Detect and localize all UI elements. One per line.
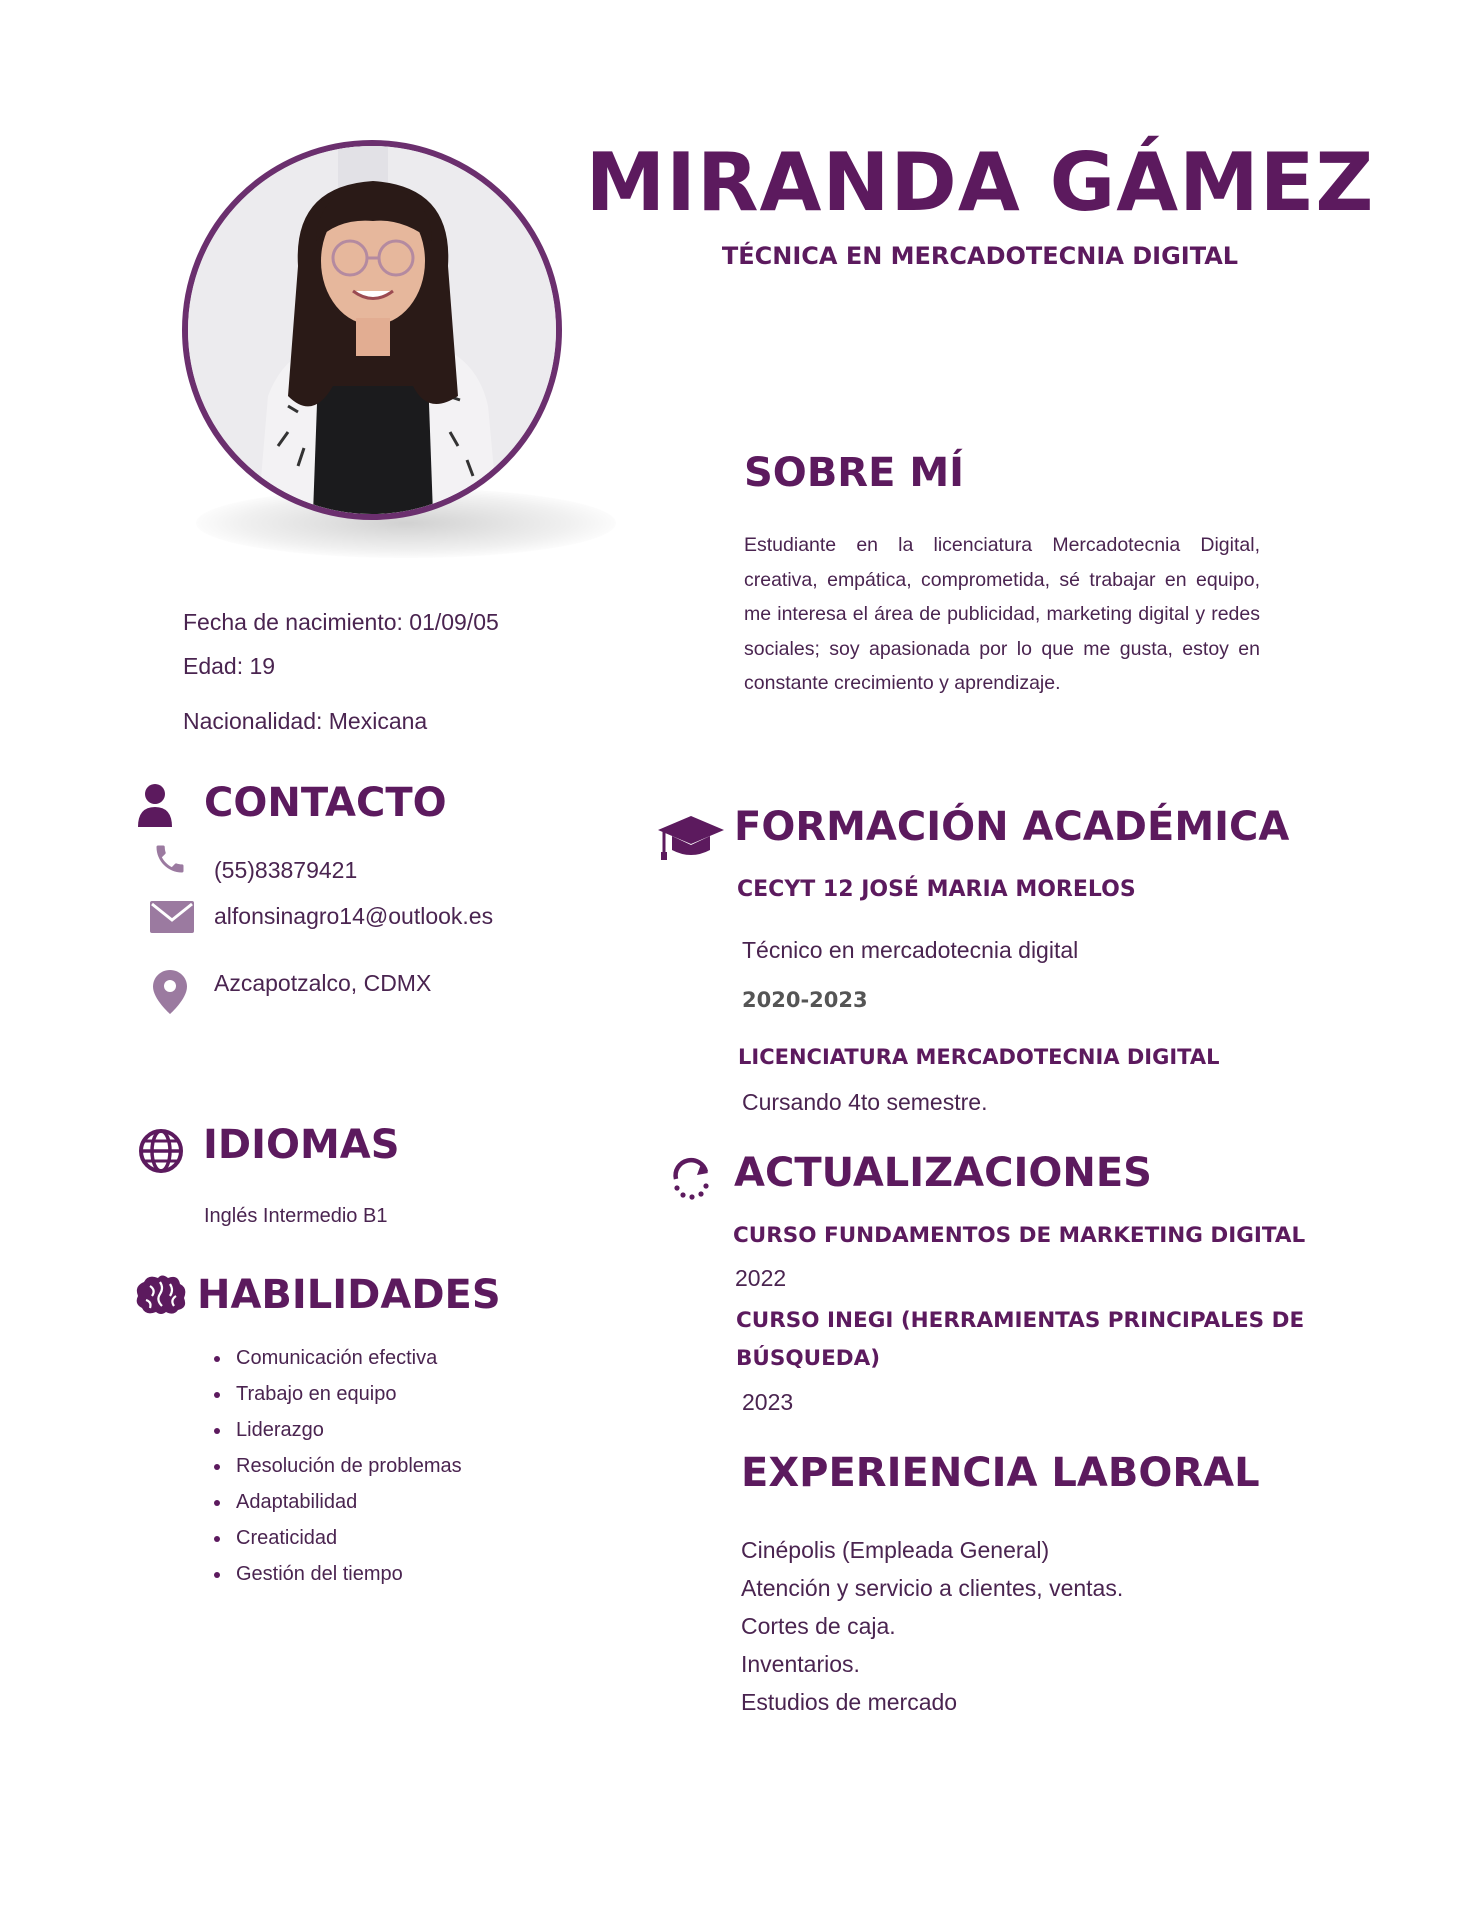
list-item: • Creaticidad xyxy=(232,1520,462,1556)
contact-phone[interactable]: (55)83879421 xyxy=(214,857,358,883)
age: Edad: 19 xyxy=(183,653,276,679)
phone-icon xyxy=(152,841,188,877)
skills-list xyxy=(210,1340,462,1592)
list-item: • Adaptabilidad xyxy=(232,1484,462,1520)
list-item: • Liderazgo xyxy=(232,1412,462,1448)
experience-list xyxy=(741,1531,1123,1721)
location-pin-icon xyxy=(153,970,187,1014)
updates-heading: ACTUALIZACIONES xyxy=(734,1150,1152,1196)
about-text: Estudiante en la licenciatura Mercadotecnia Digital, creativa, empática, comprometida, sé trabajar en equipo, me interesa el área de publicidad, marketing digital y redes sociales; soy apasionada por lo que me gusta, estoy en constante crecimiento y aprendizaje. xyxy=(744,534,1260,694)
contact-email[interactable]: alfonsinagro14@outlook.es xyxy=(214,903,494,929)
candidate-title: TÉCNICA EN MERCADOTECNIA DIGITAL xyxy=(721,242,1239,270)
list-item: Atención y servicio a clientes, ventas. xyxy=(741,1575,1124,1601)
update-course-2-line-2: BÚSQUEDA) xyxy=(736,1346,881,1371)
graduation-cap-icon xyxy=(656,814,726,864)
update-course-2-line-1: CURSO INEGI (HERRAMIENTAS PRINCIPALES DE xyxy=(736,1308,1305,1333)
languages-heading: IDIOMAS xyxy=(203,1122,400,1168)
update-course-1: CURSO FUNDAMENTOS DE MARKETING DIGITAL xyxy=(733,1223,1306,1248)
list-item: Cortes de caja. xyxy=(741,1613,896,1639)
about-heading: SOBRE MÍ xyxy=(744,450,965,496)
education-school-1: CECYT 12 JOSÉ MARIA MORELOS xyxy=(737,877,1136,902)
list-item: Cinépolis (Empleada General) xyxy=(741,1537,1050,1563)
envelope-icon xyxy=(150,901,194,933)
list-item: Inventarios. xyxy=(741,1651,860,1677)
education-degree-1: Técnico en mercadotecnia digital xyxy=(742,937,1079,963)
list-item: • Gestión del tiempo xyxy=(232,1556,462,1592)
list-item: Estudios de mercado xyxy=(741,1689,958,1715)
list-item: • Comunicación efectiva xyxy=(232,1340,462,1376)
update-year-2: 2023 xyxy=(742,1389,794,1415)
refresh-icon xyxy=(668,1156,714,1202)
globe-icon xyxy=(138,1128,184,1174)
contact-heading: CONTACTO xyxy=(204,780,447,826)
education-years-1: 2020-2023 xyxy=(742,988,868,1012)
brain-icon xyxy=(134,1274,188,1316)
update-year-1: 2022 xyxy=(735,1265,787,1291)
nationality: Nacionalidad: Mexicana xyxy=(183,708,428,734)
education-degree-2: Cursando 4to semestre. xyxy=(742,1089,988,1115)
experience-heading: EXPERIENCIA LABORAL xyxy=(741,1450,1260,1496)
list-item: • Trabajo en equipo xyxy=(232,1376,462,1412)
skills-heading: HABILIDADES xyxy=(197,1272,501,1318)
list-item: • Resolución de problemas xyxy=(232,1448,462,1484)
birthdate: Fecha de nacimiento: 01/09/05 xyxy=(183,609,499,635)
education-heading: FORMACIÓN ACADÉMICA xyxy=(734,804,1290,850)
profile-photo xyxy=(182,140,562,520)
education-school-2: LICENCIATURA MERCADOTECNIA DIGITAL xyxy=(738,1045,1220,1069)
candidate-name: MIRANDA GÁMEZ xyxy=(585,136,1375,229)
contact-location: Azcapotzalco, CDMX xyxy=(214,970,432,996)
profile-photo-illustration xyxy=(188,146,556,514)
language-item: Inglés Intermedio B1 xyxy=(204,1205,388,1227)
person-icon xyxy=(136,783,174,827)
